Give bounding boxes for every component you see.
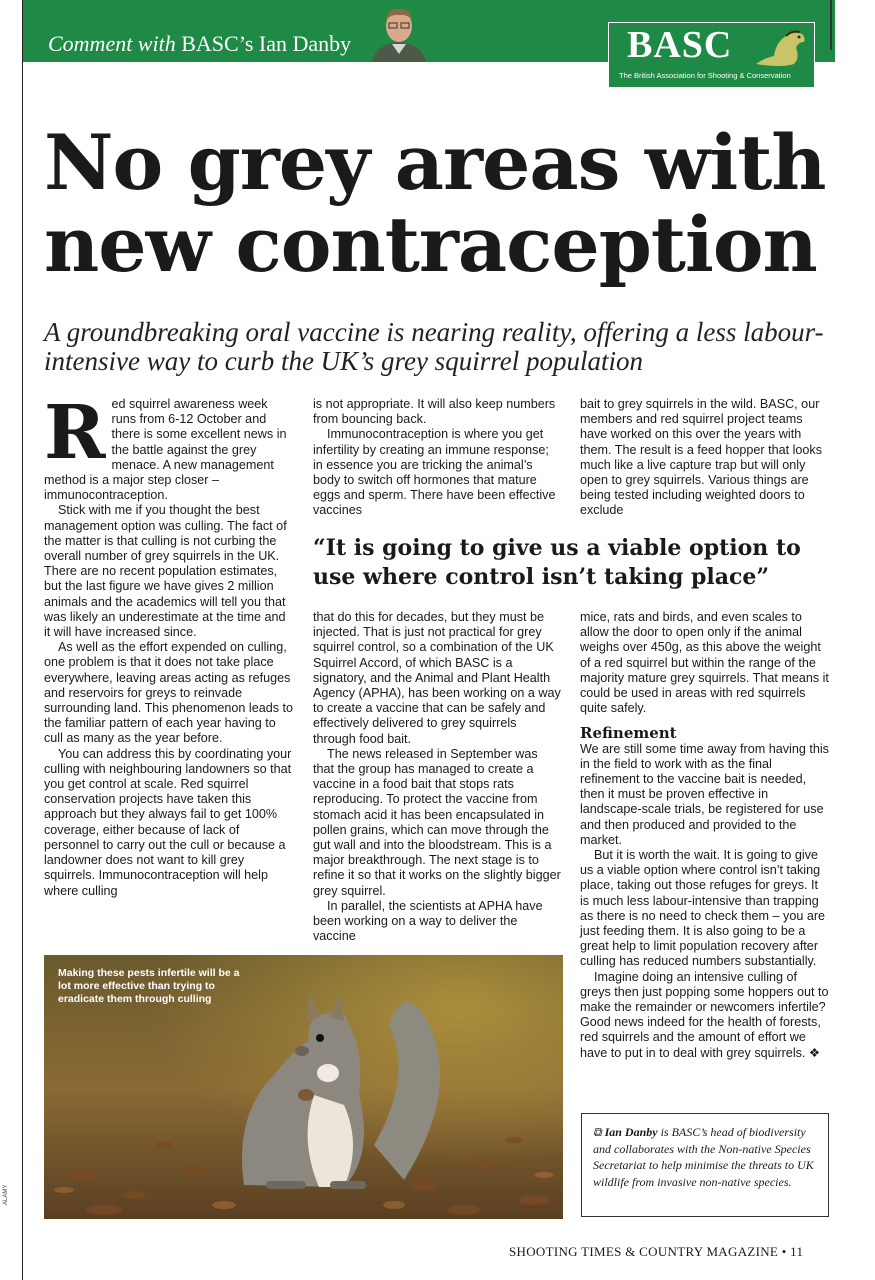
- headline: No grey areas with new contraception: [44, 118, 826, 289]
- comment-prefix: Comment with: [48, 31, 176, 56]
- bio-text: [593, 1124, 823, 1190]
- left-margin-rule: [22, 0, 23, 1280]
- paragraph: Immunocontraception is where you get infertility by creating an immune response; in essence you are tricking the animal’s body to switch off hormones that mature eggs and sperm. There have been effective vaccines: [313, 427, 556, 518]
- pull-quote: “It is going to give us a viable option to use where control isn’t taking place”: [313, 535, 801, 590]
- body-column-2-bottom: [313, 610, 561, 944]
- paragraph-text: ed squirrel awareness week runs from 6-12 October and there is some excellent news in the battle against the grey menace. A new management method is a major step closer – immunocontraception.: [44, 397, 287, 503]
- paragraph: In parallel, the scientists at APHA have been working on a way to deliver the vaccine: [313, 898, 543, 944]
- basc-logo: [608, 22, 815, 88]
- standfirst: A groundbreaking oral vaccine is nearing reality, offering a less labour-intensive way to curb the UK’s grey squirrel population: [44, 317, 824, 376]
- body-column-1: [44, 390, 294, 899]
- paragraph-text: Imagine doing an intensive culling of greys then just popping some hoppers out to make the remainder or newcomers infertile? Good news indeed for the health of forests, red squirrels and the amount of effort we have to put in to deal with grey squirrels.: [580, 969, 829, 1060]
- subheading: Refinement: [580, 724, 677, 743]
- drop-cap: R: [44, 390, 106, 476]
- body-column-3-top: [580, 397, 830, 519]
- paragraph: that do this for decades, but they must be injected. That is just not practical for grey squirrel control, so a combination of the UK Squirrel Accord, of which BASC is a signatory, and the Animal and Plant Health Agency (APHA), has been working on a way to create a vaccine that can be safely and effectively delivered to grey squirrels through food bait.: [313, 610, 561, 746]
- paragraph: mice, rats and birds, and even scales to allow the door to open only if the animal weighs over 450g, as this above the weight of a red squirrel but within the range of the majority mature grey squirrels. That means it could be used in areas with red squirrels quite safely.: [580, 610, 829, 716]
- end-mark-icon: ❖: [808, 1045, 821, 1060]
- paragraph: The news released in September was that the group has managed to create a vaccine in a food bait that stops rats reproducing. To protect the vaccine from stomach acid it has been encapsulated in pollen grains, which can move through the gut wall and into the bloodstream. This is a major breakthrough. The next stage is to refine it so that it works on the slightly bigger grey squirrel.: [313, 746, 561, 898]
- author-bio-box: [581, 1113, 829, 1217]
- column-byline: [48, 31, 351, 57]
- right-margin-rule: [830, 0, 832, 50]
- paragraph: bait to grey squirrels in the wild. BASC, our members and red squirrel project teams have worked on this over the years with them. The result is a feed hopper that looks much like a live capture trap but will only open to grey squirrels. Various things are being tested including weighted doors to exclude: [580, 397, 822, 518]
- logo-wordmark: BASC: [627, 24, 733, 66]
- body-column-3-bottom: [580, 610, 830, 1061]
- body-column-2-top: [313, 397, 561, 519]
- paragraph: As well as the effort expended on culling, one problem is that it does not take place everywhere, leaving areas acting as refuges and reservoirs for greys to reinvade surrounding land. This phenomenon leads to the familiar pattern of each year having to cull as many as the year before.: [44, 640, 294, 746]
- photo-caption: Making these pests infertile will be a lot more effective than trying to eradicate them through culling: [58, 967, 240, 1005]
- paragraph: You can address this by coordinating your culling with neighbouring landowners so that you get control at scale. Red squirrel conservation projects have taken this approach but they always fail to get 100% coverage, either because of lack of personnel to carry out the cull or because a landowner does not want to kill grey squirrels. Immunocontraception will help where culling: [44, 746, 292, 898]
- page-footer: SHOOTING TIMES & COUNTRY MAGAZINE • 11: [509, 1244, 804, 1259]
- logo-tagline: The British Association for Shooting & Conservation: [619, 71, 791, 80]
- paragraph: Stick with me if you thought the best management option was culling. The fact of the matter is that culling is not curbing the overall number of grey squirrels in the UK. There are no recent population estimates, but the last figure we have gives 2 million animals and the academics will tell you that was likely an underestimate at the time and it will have increased since.: [44, 503, 287, 640]
- photo-credit: ALAMY: [3, 1184, 9, 1205]
- author-portrait: [364, 4, 434, 62]
- intro-paragraph: [44, 390, 293, 503]
- binoculars-icon: ⧉: [593, 1125, 602, 1139]
- author-line: BASC’s Ian Danby: [181, 31, 352, 56]
- pheasant-icon: [754, 28, 809, 68]
- bio-description: is BASC’s head of biodiversity and collaborates with the Non-native Species Secretariat to help minimise the threats to UK wildlife from invasive non-native species.: [593, 1125, 814, 1189]
- paragraph: But it is worth the wait. It is going to give us a viable option where control isn’t taking place, taking out those refuges for greys. It is much less labour-intensive than trapping as there is no need to check them – you are just feeding them. It is also going to be a great help to limit population recovery after culling has reduced numbers substantially.: [580, 848, 826, 969]
- paragraph: We are still some time away from having this in the field to work with as the final refinement to the vaccine bait is needed, then it must be proven effective in landscape-scale trials, be registered for use and then produced and provided to the market.: [580, 741, 829, 847]
- paragraph: is not appropriate. It will also keep numbers from bouncing back.: [313, 397, 556, 427]
- paragraph-final: [580, 970, 830, 1061]
- bio-name: Ian Danby: [604, 1125, 658, 1139]
